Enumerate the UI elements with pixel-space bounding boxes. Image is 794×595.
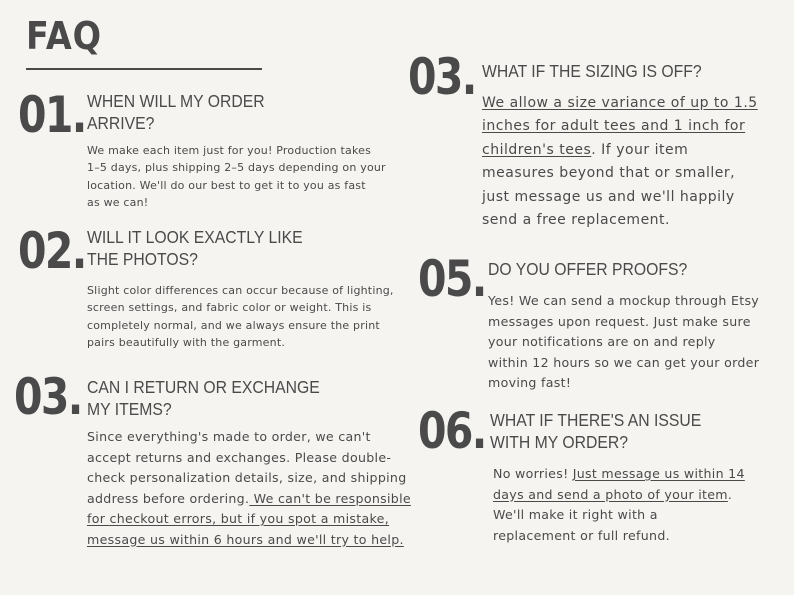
faq-question: CAN I RETURN OR EXCHANGE MY ITEMS? [87, 377, 320, 419]
faq-question: WHAT IF THERE'S AN ISSUE WITH MY ORDER? [490, 410, 702, 452]
page-title: FAQ [26, 14, 102, 58]
faq-number: 06. [418, 402, 486, 460]
faq-question: DO YOU OFFER PROOFS? [488, 259, 688, 279]
faq-number: 03. [408, 48, 476, 106]
faq-number: 03. [14, 368, 82, 426]
faq-number: 05. [418, 250, 486, 308]
title-divider [26, 68, 262, 70]
faq-answer: Since everything's made to order, we can't accept returns and exchanges. Please double- check personalization details, size, and shipping address before ordering. We can't be responsible for checkout errors, but if you spot a mistake, message us within 6 hours and we'll try to help. [87, 429, 411, 547]
faq-question: WHEN WILL MY ORDER ARRIVE? [87, 91, 265, 133]
faq-answer: No worries! Just message us within 14 days and send a photo of your item. We'll make it right with a replacement or full refund. [493, 466, 745, 543]
faq-number: 02. [18, 222, 86, 280]
faq-question: WILL IT LOOK EXACTLY LIKE THE PHOTOS? [87, 227, 303, 269]
faq-question: WHAT IF THE SIZING IS OFF? [482, 61, 702, 81]
faq-answer: Slight color differences can occur because of lighting, screen settings, and fabric color or weight. This is completely normal, and we always ensure the print pairs beautifully with the garment. [87, 284, 394, 350]
faq-answer: We allow a size variance of up to 1.5 inches for adult tees and 1 inch for children's tees. If your item measures beyond that or smaller, just message us and we'll happily send a free replacement. [482, 95, 758, 229]
faq-answer: We make each item just for you! Production takes 1–5 days, plus shipping 2–5 days depending on your location. We'll do our best to get it to you as fast as we can! [87, 144, 386, 210]
faq-number: 01. [18, 86, 86, 144]
faq-answer: Yes! We can send a mockup through Etsy messages upon request. Just make sure your notifications are on and reply within 12 hours so we can get your order moving fast! [488, 293, 760, 390]
